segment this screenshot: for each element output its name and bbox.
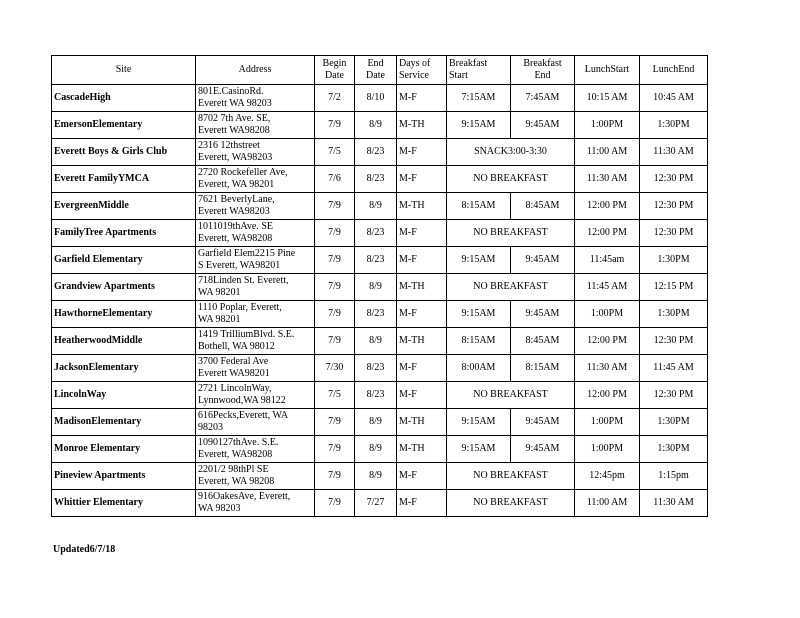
address-line2: Lynnwood,WA 98122 [198, 395, 286, 406]
address-cell [196, 409, 315, 436]
address-line1: 2201/2 98thPl SE [198, 464, 269, 475]
lunch-start-cell: 1:00PM [575, 112, 640, 139]
address-cell [196, 301, 315, 328]
lunch-end-cell: 12:30 PM [640, 166, 708, 193]
breakfast-start-cell: 9:15AM [447, 409, 511, 436]
address-cell [196, 85, 315, 112]
header-days-line2: Service [399, 70, 429, 81]
lunch-end-cell: 10:45 AM [640, 85, 708, 112]
days-cell: M-F [397, 85, 447, 112]
breakfast-merged-cell: SNACK3:00-3:30 [447, 139, 575, 166]
address-cell [196, 112, 315, 139]
lunch-start-cell: 10:15 AM [575, 85, 640, 112]
table-row [52, 139, 708, 166]
end-date-cell: 8/23 [355, 220, 397, 247]
table-row [52, 463, 708, 490]
begin-date-cell: 7/9 [315, 220, 355, 247]
table-row [52, 355, 708, 382]
breakfast-start-cell: 9:15AM [447, 436, 511, 463]
days-cell: M-TH [397, 328, 447, 355]
days-cell: M-F [397, 382, 447, 409]
table-row [52, 382, 708, 409]
header-site: Site [52, 56, 196, 85]
address-line1: 7621 BeverlyLane, [198, 194, 275, 205]
table-row [52, 436, 708, 463]
site-cell: EmersonElementary [52, 112, 196, 139]
address-line2: WA 98201 [198, 314, 241, 325]
site-cell: EvergreenMiddle [52, 193, 196, 220]
begin-date-cell: 7/6 [315, 166, 355, 193]
header-address: Address [196, 56, 315, 85]
days-cell: M-TH [397, 409, 447, 436]
breakfast-end-cell: 9:45AM [511, 112, 575, 139]
lunch-end-cell: 1:15pm [640, 463, 708, 490]
end-date-cell: 8/9 [355, 112, 397, 139]
breakfast-start-cell: 9:15AM [447, 301, 511, 328]
address-line1: 8702 7th Ave. SE, [198, 113, 271, 124]
breakfast-end-cell: 8:45AM [511, 193, 575, 220]
lunch-start-cell: 12:00 PM [575, 328, 640, 355]
begin-date-cell: 7/5 [315, 139, 355, 166]
days-cell: M-TH [397, 274, 447, 301]
days-cell: M-F [397, 247, 447, 274]
address-line1: Garfield Elem2215 Pine [198, 248, 296, 259]
breakfast-merged-cell: NO BREAKFAST [447, 274, 575, 301]
address-cell [196, 139, 315, 166]
breakfast-start-cell: 9:15AM [447, 112, 511, 139]
begin-date-cell: 7/2 [315, 85, 355, 112]
days-cell: M-F [397, 220, 447, 247]
table-row [52, 85, 708, 112]
table-row [52, 247, 708, 274]
address-line2: 98203 [198, 422, 223, 433]
header-breakfast-end [511, 56, 575, 85]
address-line2: Everett, WA 98208 [198, 476, 275, 487]
lunch-start-cell: 11:45am [575, 247, 640, 274]
lunch-start-cell: 1:00PM [575, 409, 640, 436]
address-line1: 1090127thAve. S.E. [198, 437, 279, 448]
address-line2: Everett WA98201 [198, 368, 270, 379]
days-cell: M-TH [397, 193, 447, 220]
lunch-start-cell: 1:00PM [575, 436, 640, 463]
lunch-start-cell: 12:00 PM [575, 382, 640, 409]
address-line1: 2720 Rockefeller Ave, [198, 167, 288, 178]
site-cell: CascadeHigh [52, 85, 196, 112]
begin-date-cell: 7/9 [315, 274, 355, 301]
breakfast-end-cell: 8:15AM [511, 355, 575, 382]
lunch-end-cell: 11:30 AM [640, 139, 708, 166]
breakfast-start-cell: 9:15AM [447, 247, 511, 274]
site-cell: Pineview Apartments [52, 463, 196, 490]
table-row [52, 409, 708, 436]
breakfast-merged-cell: NO BREAKFAST [447, 166, 575, 193]
lunch-start-cell: 11:00 AM [575, 139, 640, 166]
lunch-end-cell: 1:30PM [640, 436, 708, 463]
breakfast-start-cell: 7:15AM [447, 85, 511, 112]
lunch-end-cell: 11:45 AM [640, 355, 708, 382]
table-row [52, 328, 708, 355]
header-row [52, 56, 708, 85]
address-cell [196, 436, 315, 463]
header-end-date [355, 56, 397, 85]
breakfast-end-cell: 8:45AM [511, 328, 575, 355]
days-cell: M-F [397, 490, 447, 517]
table-row [52, 490, 708, 517]
lunch-end-cell: 11:30 AM [640, 490, 708, 517]
table-row [52, 166, 708, 193]
table-row [52, 301, 708, 328]
address-line1: 1419 TrilliumBlvd. S.E. [198, 329, 295, 340]
breakfast-merged-cell: NO BREAKFAST [447, 220, 575, 247]
breakfast-end-cell: 9:45AM [511, 436, 575, 463]
lunch-start-cell: 11:30 AM [575, 355, 640, 382]
end-date-cell: 8/9 [355, 409, 397, 436]
site-cell: MadisonElementary [52, 409, 196, 436]
header-days-of-service [397, 56, 447, 85]
lunch-start-cell: 12:45pm [575, 463, 640, 490]
lunch-start-cell: 11:30 AM [575, 166, 640, 193]
address-line1: 2721 LincolnWay, [198, 383, 272, 394]
header-days-line1: Days of [399, 58, 431, 69]
lunch-end-cell: 12:15 PM [640, 274, 708, 301]
days-cell: M-F [397, 301, 447, 328]
address-line2: Bothell, WA 98012 [198, 341, 275, 352]
end-date-cell: 8/9 [355, 193, 397, 220]
address-line2: WA 98201 [198, 287, 241, 298]
begin-date-cell: 7/9 [315, 193, 355, 220]
header-begin-line1: Begin [322, 58, 347, 69]
breakfast-end-cell: 9:45AM [511, 301, 575, 328]
site-cell: Everett Boys & Girls Club [52, 139, 196, 166]
lunch-start-cell: 11:00 AM [575, 490, 640, 517]
meal-schedule-table [51, 55, 708, 517]
address-cell [196, 355, 315, 382]
begin-date-cell: 7/9 [315, 247, 355, 274]
end-date-cell: 8/23 [355, 139, 397, 166]
header-bend-line1: Breakfast [523, 58, 562, 69]
table-row [52, 220, 708, 247]
header-end-line2: Date [366, 70, 385, 81]
address-line1: 2316 12thstreet [198, 140, 260, 151]
site-cell: Monroe Elementary [52, 436, 196, 463]
address-line2: Everett WA98203 [198, 206, 270, 217]
address-line1: 616Pecks,Everett, WA [198, 410, 289, 421]
header-lunch-start: LunchStart [575, 56, 640, 85]
end-date-cell: 8/10 [355, 85, 397, 112]
address-cell [196, 166, 315, 193]
lunch-end-cell: 1:30PM [640, 301, 708, 328]
days-cell: M-F [397, 166, 447, 193]
breakfast-merged-cell: NO BREAKFAST [447, 463, 575, 490]
address-line2: Everett WA98208 [198, 125, 270, 136]
header-bstart-line2: Start [449, 70, 468, 81]
address-line2: Everett, WA98208 [198, 449, 273, 460]
lunch-start-cell: 11:45 AM [575, 274, 640, 301]
breakfast-start-cell: 8:00AM [447, 355, 511, 382]
lunch-end-cell: 1:30PM [640, 409, 708, 436]
lunch-end-cell: 1:30PM [640, 247, 708, 274]
end-date-cell: 8/23 [355, 247, 397, 274]
table-row [52, 274, 708, 301]
breakfast-end-cell: 9:45AM [511, 409, 575, 436]
site-cell: FamilyTree Apartments [52, 220, 196, 247]
address-line2: Everett, WA98203 [198, 152, 273, 163]
site-cell: Garfield Elementary [52, 247, 196, 274]
site-cell: HeatherwoodMiddle [52, 328, 196, 355]
breakfast-end-cell: 9:45AM [511, 247, 575, 274]
address-line2: S Everett, WA98201 [198, 260, 281, 271]
lunch-end-cell: 1:30PM [640, 112, 708, 139]
header-lunch-end: LunchEnd [640, 56, 708, 85]
end-date-cell: 8/9 [355, 463, 397, 490]
site-cell: JacksonElementary [52, 355, 196, 382]
begin-date-cell: 7/9 [315, 490, 355, 517]
address-line2: WA 98203 [198, 503, 241, 514]
site-cell: Everett FamilyYMCA [52, 166, 196, 193]
address-line1: 801E.CasinoRd. [198, 86, 264, 97]
breakfast-start-cell: 8:15AM [447, 193, 511, 220]
begin-date-cell: 7/9 [315, 409, 355, 436]
end-date-cell: 8/23 [355, 355, 397, 382]
end-date-cell: 8/9 [355, 328, 397, 355]
site-cell: Whittier Elementary [52, 490, 196, 517]
site-cell: Grandview Apartments [52, 274, 196, 301]
site-cell: HawthorneElementary [52, 301, 196, 328]
updated-note: Updated6/7/18 [53, 544, 116, 555]
lunch-end-cell: 12:30 PM [640, 382, 708, 409]
address-line1: 3700 Federal Ave [198, 356, 269, 367]
address-line2: Everett, WA98208 [198, 233, 273, 244]
breakfast-merged-cell: NO BREAKFAST [447, 382, 575, 409]
address-line2: Everett, WA 98201 [198, 179, 275, 190]
address-cell [196, 463, 315, 490]
address-line1: 1011019thAve. SE [198, 221, 273, 232]
end-date-cell: 8/9 [355, 274, 397, 301]
site-cell: LincolnWay [52, 382, 196, 409]
address-line1: 916OakesAve, Everett, [198, 491, 291, 502]
address-line1: 718Linden St. Everett, [198, 275, 289, 286]
table-row [52, 193, 708, 220]
days-cell: M-F [397, 463, 447, 490]
address-cell [196, 328, 315, 355]
header-begin-line2: Date [325, 70, 344, 81]
begin-date-cell: 7/5 [315, 382, 355, 409]
header-bstart-line1: Breakfast [449, 58, 488, 69]
days-cell: M-F [397, 355, 447, 382]
header-begin-date [315, 56, 355, 85]
address-cell [196, 193, 315, 220]
breakfast-start-cell: 8:15AM [447, 328, 511, 355]
lunch-start-cell: 12:00 PM [575, 193, 640, 220]
header-bend-line2: End [534, 70, 551, 81]
breakfast-merged-cell: NO BREAKFAST [447, 490, 575, 517]
table-row [52, 112, 708, 139]
address-line2: Everett WA 98203 [198, 98, 272, 109]
address-cell [196, 382, 315, 409]
begin-date-cell: 7/9 [315, 112, 355, 139]
address-cell [196, 220, 315, 247]
schedule-rows [52, 85, 708, 517]
end-date-cell: 8/23 [355, 166, 397, 193]
lunch-end-cell: 12:30 PM [640, 328, 708, 355]
address-cell [196, 274, 315, 301]
begin-date-cell: 7/30 [315, 355, 355, 382]
header-breakfast-start [447, 56, 511, 85]
header-end-line1: End [367, 58, 384, 69]
begin-date-cell: 7/9 [315, 328, 355, 355]
end-date-cell: 8/23 [355, 382, 397, 409]
end-date-cell: 7/27 [355, 490, 397, 517]
begin-date-cell: 7/9 [315, 463, 355, 490]
lunch-end-cell: 12:30 PM [640, 220, 708, 247]
end-date-cell: 8/9 [355, 436, 397, 463]
days-cell: M-TH [397, 436, 447, 463]
address-cell [196, 247, 315, 274]
begin-date-cell: 7/9 [315, 301, 355, 328]
lunch-end-cell: 12:30 PM [640, 193, 708, 220]
days-cell: M-F [397, 139, 447, 166]
begin-date-cell: 7/9 [315, 436, 355, 463]
breakfast-end-cell: 7:45AM [511, 85, 575, 112]
address-line1: 1110 Poplar, Everett, [198, 302, 282, 313]
lunch-start-cell: 1:00PM [575, 301, 640, 328]
days-cell: M-TH [397, 112, 447, 139]
lunch-start-cell: 12:00 PM [575, 220, 640, 247]
end-date-cell: 8/23 [355, 301, 397, 328]
address-cell [196, 490, 315, 517]
